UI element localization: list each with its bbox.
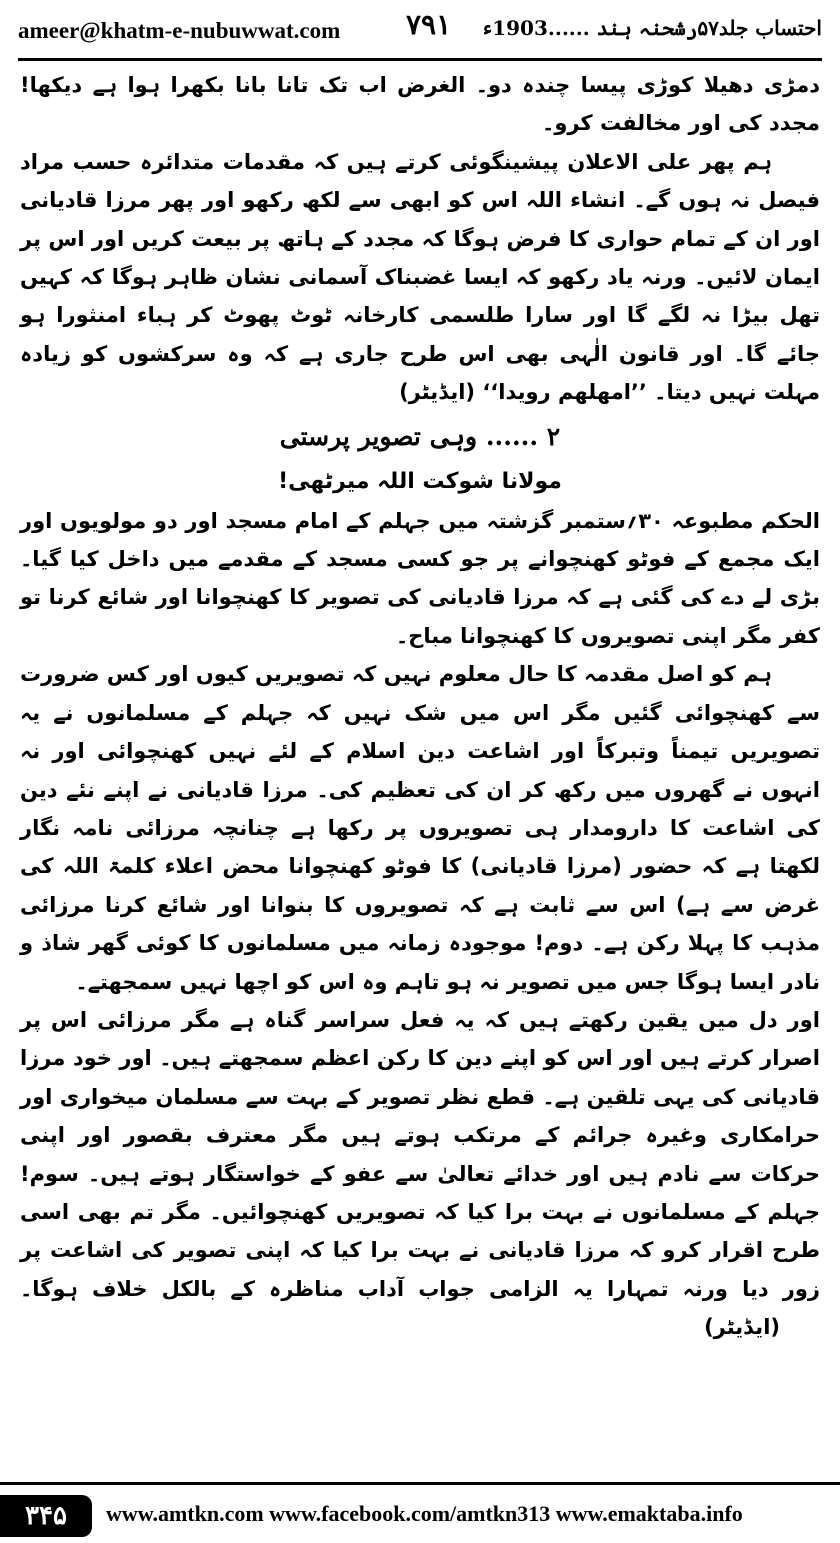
paragraph-2: ہم پھر علی الاعلان پیشینگوئی کرتے ہیں کہ مقدمات متدائرہ حسب مراد فیصل نہ ہوں گے۔ انشاء اللہ اس کو ابھی سے لکھ رکھو اور پھر مرزا قادیانی اور ان کے تمام حواری کا فرض ہوگا کہ مجدد کے ہاتھ پر بیعت کریں اور اس پر ایمان لائیں۔ ورنہ یاد رکھو کہ ایسا غضبناک آسمانی نشان ظاہر ہوگا کہ کہیں تھل بیڑا نہ لگے گا اور سارا طلسمی کارخانہ ٹوٹ پھوٹ کر ہباء امنثورا ہو جائے گا۔ اور قانون الٰہی بھی اس طرح جاری ہے کہ وہ سرکشوں کو زیادہ مہلت نہیں دیتا۔ ’’امھلھم رویدا‘‘ (ایڈیٹر) xyxy=(20,149,820,405)
page-footer xyxy=(0,1482,840,1543)
header-email: ameer@khatm-e-nubuwwat.com xyxy=(18,18,341,43)
paragraph-1: دمڑی دھیلا کوڑی پیسا چندہ دو۔ الغرض اب تک تانا بانا بکھرا ہوا ہے دیکھا! مجدد کی اور مخالفت کرو۔ xyxy=(20,73,820,136)
editor-signature: (ایڈیٹر) xyxy=(704,1315,780,1340)
paragraph-3: الحکم مطبوعہ ۳۰؍ستمبر گزشتہ میں جہلم کے امام مسجد اور دو مولویوں اور ایک مجمع کے فوٹو کھنچوانے پر جو کسی مسجد کے مقدمے میں داخل کیا گیا۔ بڑی لے دے کی گئی ہے کہ مرزا قادیانی کی تصویر کا کھنچوانا اور شائع کرنا تو کفر مگر اپنی تصویروں کا کھنچوانا مباح۔ xyxy=(20,508,820,648)
paragraph-5 xyxy=(20,1001,820,1347)
paragraph-4: ہم کو اصل مقدمہ کا حال معلوم نہیں کہ تصویریں کیوں اور کس ضرورت سے کھنچوائی گئیں مگر اس میں شک نہیں کہ جہلم کے مسلمانوں نے یہ تصویریں تیمناً وتبرکاً اور اشاعت دین اسلام کے لئے نہیں کھنچوائی اور نہ انہوں نے گھروں میں رکھ کر ان کی تعظیم کی۔ مرزا قادیانی نے اپنے نئے دین کی اشاعت کا دارومدار ہی تصویروں پر رکھا ہے چنانچہ مرزائی نامہ نگار لکھتا ہے کہ حضور (مرزا قادیانی) کا فوٹو کھنچوانا محض اعلاء کلمۃ اللہ کی غرض سے ہے) اس سے ثابت ہے کہ تصویروں کا بنوانا اور شائع کرنا مرزائی مذہب کا پہلا رکن ہے۔ دوم! موجودہ زمانہ میں مسلمانوں کا کوئی گھر شاذ و نادر ایسا ہوگا جس میں تصویر نہ ہو تاہم وہ اس کو اچھا نہیں سمجھتے۔ xyxy=(20,662,820,994)
page-body xyxy=(20,66,820,1466)
footer-page-badge: ۳۴۵ xyxy=(0,1495,92,1537)
paragraph-5-text: اور دل میں یقین رکھتے ہیں کہ یہ فعل سراسر گناہ ہے مگر مرزائی اس پر اصرار کرتے ہیں اور اس کو اپنے دین کا رکن اعظم سمجھتے ہیں۔ اور خود مرزا قادیانی کی یہی تلقین ہے۔ قطع نظر تصویر کے بہت سے مسلمان میخواری اور حرامکاری وغیرہ جرائم کے مرتکب ہوتے ہیں مگر معترف بقصور اور اپنی حرکات سے نادم ہیں اور خدائے تعالیٰ سے عفو کے خواستگار ہوتے ہیں۔ سوم! جہلم کے مسلمانوں نے بہت برا کیا کہ تصویریں کھنچوائیں۔ مگر تم بھی اسی طرح اقرار کرو کہ مرزا قادیانی نے بہت برا کیا کہ اپنی تصویر کی اشاعت پر زور دیا ورنہ تمہارا یہ الزامی جواب آداب مناظرہ کے بالکل خلاف ہوگا۔ xyxy=(20,1007,820,1301)
header-running-title: احتساب جلد۵۷رشحنہ ہند ......1903ء xyxy=(482,16,822,40)
section-author: مولانا شوکت اللہ میرٹھی! xyxy=(278,468,562,494)
header-page-number: ۷۹۱ xyxy=(406,8,452,41)
section-heading: ۲ ...... وہی تصویر پرستی xyxy=(279,421,561,451)
page-header xyxy=(18,6,822,61)
footer-links: www.amtkn.com www.facebook.com/amtkn313 www.emaktaba.info xyxy=(106,1501,743,1526)
